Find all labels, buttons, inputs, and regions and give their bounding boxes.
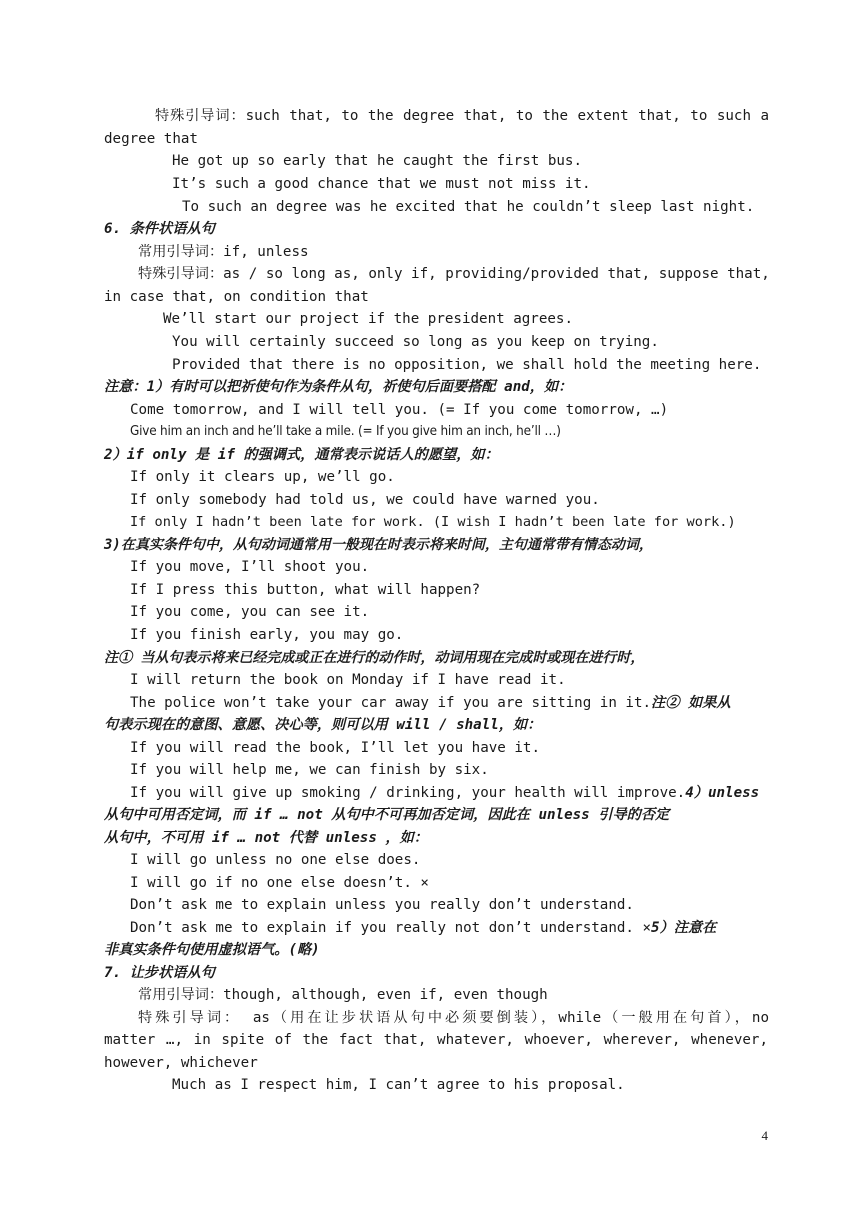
note-1: 注意：1）有时可以把祈使句作为条件从句，祈使句后面要搭配 and，如： bbox=[104, 379, 573, 395]
example-sentence-with-note bbox=[130, 917, 769, 939]
special-introducers-cont: degree that bbox=[104, 131, 198, 147]
special-introducers-cont: matter …, in spite of the fact that, whatever, whoever, wherever, whenever, bbox=[104, 1032, 768, 1048]
example-sentence: Come tomorrow, and I will tell you. (= If you come tomorrow, …) bbox=[130, 402, 669, 418]
special-introducers: 特殊引导词：as / so long as, only if, providing/provided that, suppose that, bbox=[138, 266, 770, 282]
example-sentence: Don’t ask me to explain unless you really don’t understand. bbox=[130, 897, 634, 913]
example-sentence: If only I hadn’t been late for work. (I wish I hadn’t been late for work.) bbox=[130, 514, 736, 530]
section-heading-7: 7. 让步状语从句 bbox=[104, 965, 215, 981]
example-sentence: Don’t ask me to explain if you really not don’t understand. × bbox=[130, 920, 652, 936]
special-introducers-cont: in case that, on condition that bbox=[104, 289, 369, 305]
example-sentence: I will go unless no one else does. bbox=[130, 852, 421, 868]
example-sentence-with-note bbox=[130, 692, 769, 714]
example-sentence: To such an degree was he excited that he couldn’t sleep last night. bbox=[182, 199, 755, 215]
example-sentence: If I press this button, what will happen? bbox=[130, 582, 481, 598]
example-sentence: You will certainly succeed so long as you keep on trying. bbox=[172, 334, 659, 350]
note-4: 4）unless bbox=[685, 785, 760, 801]
common-introducers: 常用引导词：if, unless bbox=[138, 244, 309, 260]
note-5-cont: 非真实条件句使用虚拟语气。(略) bbox=[104, 942, 320, 958]
example-sentence: The police won’t take your car away if you are sitting in it. bbox=[130, 695, 652, 711]
example-sentence: He got up so early that he caught the first bus. bbox=[172, 153, 582, 169]
note-4-cont: 从句中可用否定词，而 if … not 从句中不可再加否定词，因此在 unless 引导的否定 bbox=[104, 807, 670, 823]
example-sentence: If you finish early, you may go. bbox=[130, 627, 404, 643]
example-sentence: If you will give up smoking / drinking, your health will improve. bbox=[130, 785, 686, 801]
note-3: 3)在真实条件句中，从句动词通常用一般现在时表示将来时间，主句通常带有情态动词， bbox=[104, 537, 653, 553]
example-sentence: Provided that there is no opposition, we shall hold the meeting here. bbox=[172, 357, 762, 373]
example-sentence: It’s such a good chance that we must not miss it. bbox=[172, 176, 591, 192]
common-introducers: 常用引导词：though, although, even if, even though bbox=[138, 987, 548, 1003]
note-circled-2: 注② 如果从 bbox=[651, 695, 731, 711]
special-introducers: 特殊引导词： as（用在让步状语从句中必须要倒装），while（一般用在句首），no bbox=[138, 1010, 769, 1026]
example-sentence: If you will help me, we can finish by six. bbox=[130, 762, 489, 778]
example-sentence: I will go if no one else doesn’t. × bbox=[130, 875, 429, 891]
section-heading-6: 6. 条件状语从句 bbox=[104, 221, 215, 237]
special-introducers-cont: however, whichever bbox=[104, 1055, 258, 1071]
page-number: 4 bbox=[761, 1128, 768, 1143]
example-sentence: Much as I respect him, I can’t agree to his proposal. bbox=[172, 1077, 625, 1093]
note-4-cont: 从句中，不可用 if … not 代替 unless ，如： bbox=[104, 830, 428, 846]
example-sentence: Give him an inch and he’ll take a mile. (= If you give him an inch, he’ll …) bbox=[130, 424, 561, 439]
example-sentence: If you come, you can see it. bbox=[130, 604, 370, 620]
example-sentence: If only somebody had told us, we could have warned you. bbox=[130, 492, 600, 508]
example-sentence: If you move, I’ll shoot you. bbox=[130, 559, 370, 575]
note-5: 5）注意在 bbox=[651, 920, 717, 936]
note-circled-2-cont: 句表示现在的意图、意愿、决心等，则可以用 will / shall，如： bbox=[104, 717, 542, 733]
example-sentence: I will return the book on Monday if I have read it. bbox=[130, 672, 566, 688]
note-circled-1: 注① 当从句表示将来已经完成或正在进行的动作时，动词用现在完成时或现在进行时， bbox=[104, 650, 645, 666]
example-sentence-with-note bbox=[130, 782, 769, 804]
example-sentence: We’ll start our project if the president agrees. bbox=[163, 311, 573, 327]
special-introducers-line: 特殊引导词：such that, to the degree that, to the extent that, to such a bbox=[155, 108, 769, 124]
example-sentence: If only it clears up, we’ll go. bbox=[130, 469, 395, 485]
note-2: 2）if only 是 if 的强调式，通常表示说话人的愿望，如： bbox=[104, 447, 499, 463]
example-sentence: If you will read the book, I’ll let you have it. bbox=[130, 740, 540, 756]
